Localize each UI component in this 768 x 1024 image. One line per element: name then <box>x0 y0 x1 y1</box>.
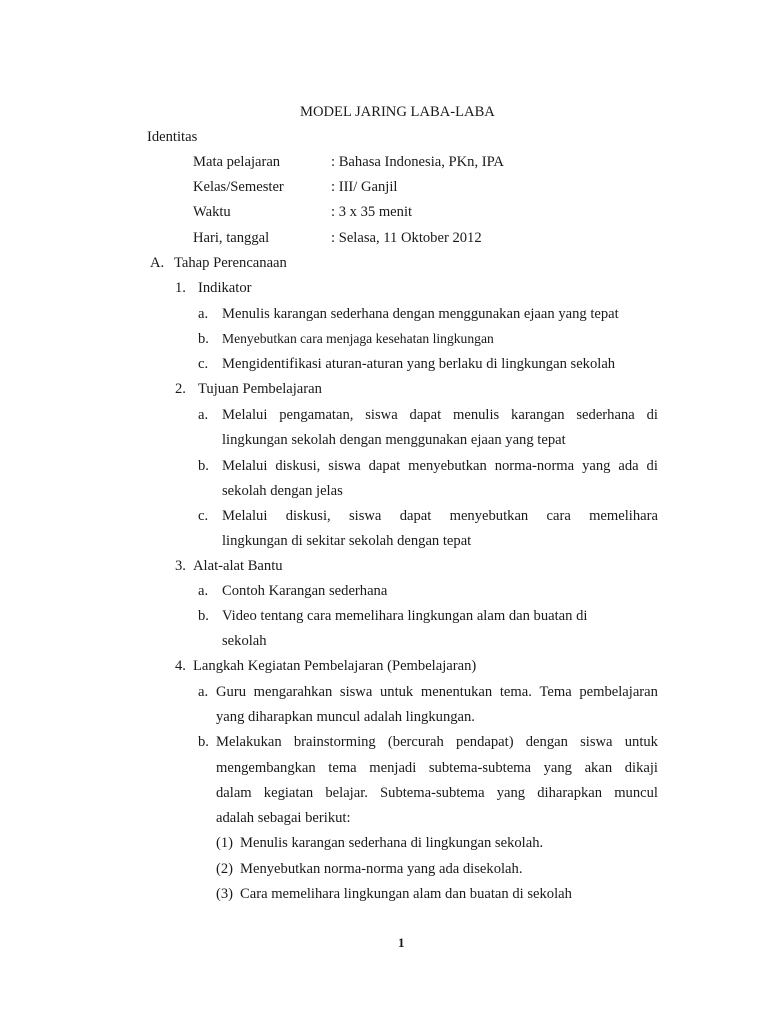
identity-label-hari-tanggal: Hari, tanggal <box>193 230 270 246</box>
s1-item-a-marker: a. <box>198 306 209 322</box>
s4-subitem-1-text: Menulis karangan sederhana di lingkungan sekolah. <box>240 835 544 851</box>
s3-marker: 3. <box>175 558 186 574</box>
s4-item-b-line2: mengembangkan tema menjadi subtema-subtema yang akan dikaji <box>216 760 658 776</box>
identity-label-kelas-semester: Kelas/Semester <box>193 179 284 195</box>
s1-marker: 1. <box>175 280 186 296</box>
s2-item-c-marker: c. <box>198 508 209 524</box>
identity-value-waktu: : 3 x 35 menit <box>331 204 413 220</box>
s4-item-a-line1: Guru mengarahkan siswa untuk menentukan tema. Tema pembelajaran <box>216 684 658 700</box>
identity-label-mata-pelajaran: Mata pelajaran <box>193 154 281 170</box>
s4-item-b-line4: adalah sebagai berikut: <box>216 810 351 826</box>
s1-item-a-text: Menulis karangan sederhana dengan menggunakan ejaan yang tepat <box>222 306 619 322</box>
page-number: 1 <box>398 935 405 950</box>
s4-subitem-3-marker: (3) <box>216 886 234 902</box>
s2-item-b-line1: Melalui diskusi, siswa dapat menyebutkan norma-norma yang ada di <box>222 458 658 474</box>
s4-item-a-line2: yang diharapkan muncul adalah lingkungan. <box>216 709 475 725</box>
s1-item-c-text: Mengidentifikasi aturan-aturan yang berlaku di lingkungan sekolah <box>222 356 616 372</box>
identity-value-kelas-semester: : III/ Ganjil <box>331 179 398 195</box>
s3-item-a-marker: a. <box>198 583 209 599</box>
s4-marker: 4. <box>175 658 186 674</box>
s2-item-c-line2: lingkungan di sekitar sekolah dengan tepat <box>222 533 472 549</box>
s1-item-b-marker: b. <box>198 331 209 347</box>
s3-item-b-marker: b. <box>198 608 209 624</box>
s2-item-a-line1: Melalui pengamatan, siswa dapat menulis karangan sederhana di <box>222 407 658 423</box>
section-a-marker: A. <box>150 255 165 271</box>
s4-subitem-2-marker: (2) <box>216 861 234 877</box>
s1-item-c-marker: c. <box>198 356 209 372</box>
section-a-title: Tahap Perencanaan <box>174 255 287 271</box>
document-title: MODEL JARING LABA-LABA <box>300 104 495 120</box>
s2-title: Tujuan Pembelajaran <box>198 381 322 397</box>
s3-title: Alat-alat Bantu <box>193 558 283 574</box>
s3-item-b-line2: sekolah <box>222 633 267 649</box>
s2-item-a-marker: a. <box>198 407 209 423</box>
s2-item-c-line1: Melalui diskusi, siswa dapat menyebutkan cara memelihara <box>222 508 658 524</box>
s2-item-b-line2: sekolah dengan jelas <box>222 483 343 499</box>
s3-item-b-line1: Video tentang cara memelihara lingkungan alam dan buatan di <box>222 608 588 624</box>
s4-subitem-2-text: Menyebutkan norma-norma yang ada disekolah. <box>240 861 523 877</box>
s2-item-a-line2: lingkungan sekolah dengan menggunakan ejaan yang tepat <box>222 432 566 448</box>
s4-item-b-line3: dalam kegiatan belajar. Subtema-subtema yang diharapkan muncul <box>216 785 658 801</box>
s2-marker: 2. <box>175 381 186 397</box>
identitas-heading: Identitas <box>147 129 198 145</box>
s4-title: Langkah Kegiatan Pembelajaran (Pembelajaran) <box>193 658 477 674</box>
s3-item-a-text: Contoh Karangan sederhana <box>222 583 388 599</box>
s2-item-b-marker: b. <box>198 458 209 474</box>
s4-item-a-marker: a. <box>198 684 209 700</box>
identity-label-waktu: Waktu <box>193 204 231 220</box>
identity-value-mata-pelajaran: : Bahasa Indonesia, PKn, IPA <box>331 154 504 170</box>
identity-value-hari-tanggal: : Selasa, 11 Oktober 2012 <box>331 230 482 246</box>
s1-item-b-text: Menyebutkan cara menjaga kesehatan lingkungan <box>222 331 494 346</box>
s4-subitem-3-text: Cara memelihara lingkungan alam dan buatan di sekolah <box>240 886 572 902</box>
s1-title: Indikator <box>198 280 252 296</box>
s4-subitem-1-marker: (1) <box>216 835 234 851</box>
s4-item-b-marker: b. <box>198 734 209 750</box>
s4-item-b-line1: Melakukan brainstorming (bercurah pendapat) dengan siswa untuk <box>216 734 658 750</box>
